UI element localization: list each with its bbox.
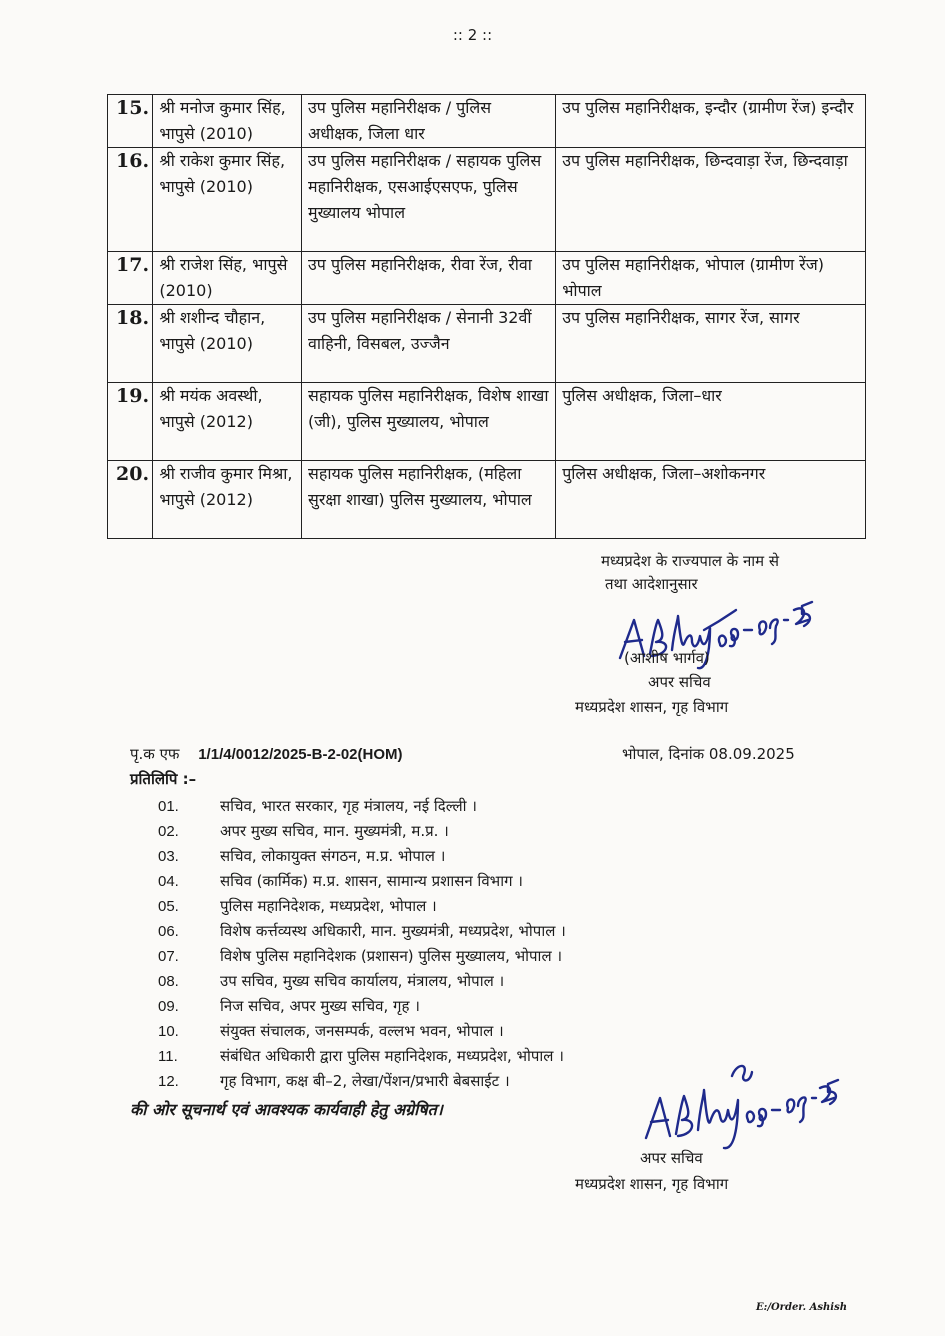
current-posting: सहायक पुलिस महानिरीक्षक, (महिला सुरक्षा शाखा) पुलिस मुख्यालय, भोपाल xyxy=(302,461,556,539)
reference-line xyxy=(130,744,402,764)
table-row xyxy=(108,305,866,383)
item-text: संबंधित अधिकारी द्वारा पुलिस महानिदेशक, मध्यप्रदेश, भोपाल । xyxy=(220,1047,564,1065)
order-line: तथा आदेशानुसार xyxy=(605,575,698,593)
serial-number: 18. xyxy=(108,305,153,383)
signatory-department: मध्यप्रदेश शासन, गृह विभाग xyxy=(575,698,729,716)
item-text: विशेष पुलिस महानिदेशक (प्रशासन) पुलिस मुख्यालय, भोपाल । xyxy=(220,947,563,965)
new-posting: पुलिस अधीक्षक, जिला–अशोकनगर xyxy=(556,461,866,539)
item-text: पुलिस महानिदेशक, मध्यप्रदेश, भोपाल । xyxy=(220,897,437,915)
current-posting: उप पुलिस महानिरीक्षक / सेनानी 32वीं वाहिनी, विसबल, उज्जैन xyxy=(302,305,556,383)
item-text: निज सचिव, अपर मुख्य सचिव, गृह । xyxy=(220,997,420,1015)
reference-number: 1/1/4/0012/2025-B-2-02(HOM) xyxy=(198,746,403,763)
table-row xyxy=(108,252,866,305)
item-text: सचिव (कार्मिक) म.प्र. शासन, सामान्य प्रशासन विभाग । xyxy=(220,872,523,890)
serial-number: 17. xyxy=(108,252,153,305)
signatory-department: मध्यप्रदेश शासन, गृह विभाग xyxy=(575,1175,729,1193)
current-posting: उप पुलिस महानिरीक्षक, रीवा रेंज, रीवा xyxy=(302,252,556,305)
new-posting: उप पुलिस महानिरीक्षक, छिन्दवाड़ा रेंज, छिन्दवाड़ा xyxy=(556,148,866,252)
transfer-table xyxy=(107,94,866,539)
item-text: गृह विभाग, कक्ष बी–2, लेखा/पेंशन/प्रभारी बेबसाईट । xyxy=(220,1072,510,1090)
item-number: 01. xyxy=(158,798,179,815)
item-number: 03. xyxy=(158,848,179,865)
serial-number: 20. xyxy=(108,461,153,539)
copy-list xyxy=(158,794,566,1094)
item-number: 05. xyxy=(158,898,179,915)
list-item xyxy=(158,869,566,894)
item-number: 06. xyxy=(158,923,179,940)
table-row xyxy=(108,95,866,148)
list-item xyxy=(158,819,566,844)
officer-name: श्री मनोज कुमार सिंह, भापुसे (2010) xyxy=(153,95,302,148)
current-posting: सहायक पुलिस महानिरीक्षक, विशेष शाखा (जी), पुलिस मुख्यालय, भोपाल xyxy=(302,383,556,461)
item-number: 11. xyxy=(158,1048,178,1065)
item-number: 02. xyxy=(158,823,179,840)
item-number: 12. xyxy=(158,1073,179,1090)
item-text: विशेष कर्त्तव्यस्थ अधिकारी, मान. मुख्यमंत्री, मध्यप्रदेश, भोपाल । xyxy=(220,922,566,940)
table-row xyxy=(108,461,866,539)
serial-number: 16. xyxy=(108,148,153,252)
list-item xyxy=(158,919,566,944)
signatory-name: (आशीष भार्गव) xyxy=(624,649,710,667)
item-text: सचिव, भारत सरकार, गृह मंत्रालय, नई दिल्ली । xyxy=(220,797,477,815)
list-item xyxy=(158,1044,566,1069)
handwritten-signature-2 xyxy=(640,1036,860,1156)
current-posting: उप पुलिस महानिरीक्षक / सहायक पुलिस महानिरीक्षक, एसआईएसएफ, पुलिस मुख्यालय भोपाल xyxy=(302,148,556,252)
table-row xyxy=(108,148,866,252)
current-posting: उप पुलिस महानिरीक्षक / पुलिस अधीक्षक, जिला धार xyxy=(302,95,556,148)
item-number: 09. xyxy=(158,998,179,1015)
page-number: :: 2 :: xyxy=(452,26,493,44)
item-text: अपर मुख्य सचिव, मान. मुख्यमंत्री, म.प्र. । xyxy=(220,822,449,840)
list-item xyxy=(158,944,566,969)
closing-line: की ओर सूचनार्थ एवं आवश्यक कार्यवाही हेतु अग्रेषित। xyxy=(130,1100,443,1119)
serial-number: 19. xyxy=(108,383,153,461)
officer-name: श्री राजेश सिंह, भापुसे (2010) xyxy=(153,252,302,305)
item-text: संयुक्त संचालक, जनसम्पर्क, वल्लभ भवन, भोपाल । xyxy=(220,1022,504,1040)
officer-name: श्री राकेश कुमार सिंह, भापुसे (2010) xyxy=(153,148,302,252)
signatory-designation: अपर सचिव xyxy=(640,1149,703,1167)
item-text: सचिव, लोकायुक्त संगठन, म.प्र. भोपाल । xyxy=(220,847,446,865)
new-posting: उप पुलिस महानिरीक्षक, इन्दौर (ग्रामीण रेंज) इन्दौर xyxy=(556,95,866,148)
officer-name: श्री शशीन्द चौहान, भापुसे (2010) xyxy=(153,305,302,383)
copy-to-label: प्रतिलिपि :– xyxy=(130,770,197,788)
serial-number: 15. xyxy=(108,95,153,148)
officer-name: श्री मयंक अवस्थी, भापुसे (2012) xyxy=(153,383,302,461)
item-number: 04. xyxy=(158,873,179,890)
list-item xyxy=(158,844,566,869)
list-item xyxy=(158,969,566,994)
footer-reference: E:/Order. Ashish xyxy=(756,1302,847,1313)
list-item xyxy=(158,794,566,819)
list-item xyxy=(158,1019,566,1044)
table-row xyxy=(108,383,866,461)
authority-line: मध्यप्रदेश के राज्यपाल के नाम से xyxy=(600,552,780,570)
signatory-designation: अपर सचिव xyxy=(648,673,711,691)
list-item xyxy=(158,994,566,1019)
list-item xyxy=(158,1069,566,1094)
new-posting: उप पुलिस महानिरीक्षक, भोपाल (ग्रामीण रेंज) भोपाल xyxy=(556,252,866,305)
reference-label: पृ.क एफ xyxy=(130,745,180,763)
officer-name: श्री राजीव कुमार मिश्रा, भापुसे (2012) xyxy=(153,461,302,539)
item-number: 10. xyxy=(158,1023,179,1040)
item-text: उप सचिव, मुख्य सचिव कार्यालय, मंत्रालय, भोपाल । xyxy=(220,972,505,990)
new-posting: पुलिस अधीक्षक, जिला–धार xyxy=(556,383,866,461)
item-number: 08. xyxy=(158,973,179,990)
item-number: 07. xyxy=(158,948,179,965)
list-item xyxy=(158,894,566,919)
issue-date: भोपाल, दिनांक 08.09.2025 xyxy=(622,745,795,763)
new-posting: उप पुलिस महानिरीक्षक, सागर रेंज, सागर xyxy=(556,305,866,383)
